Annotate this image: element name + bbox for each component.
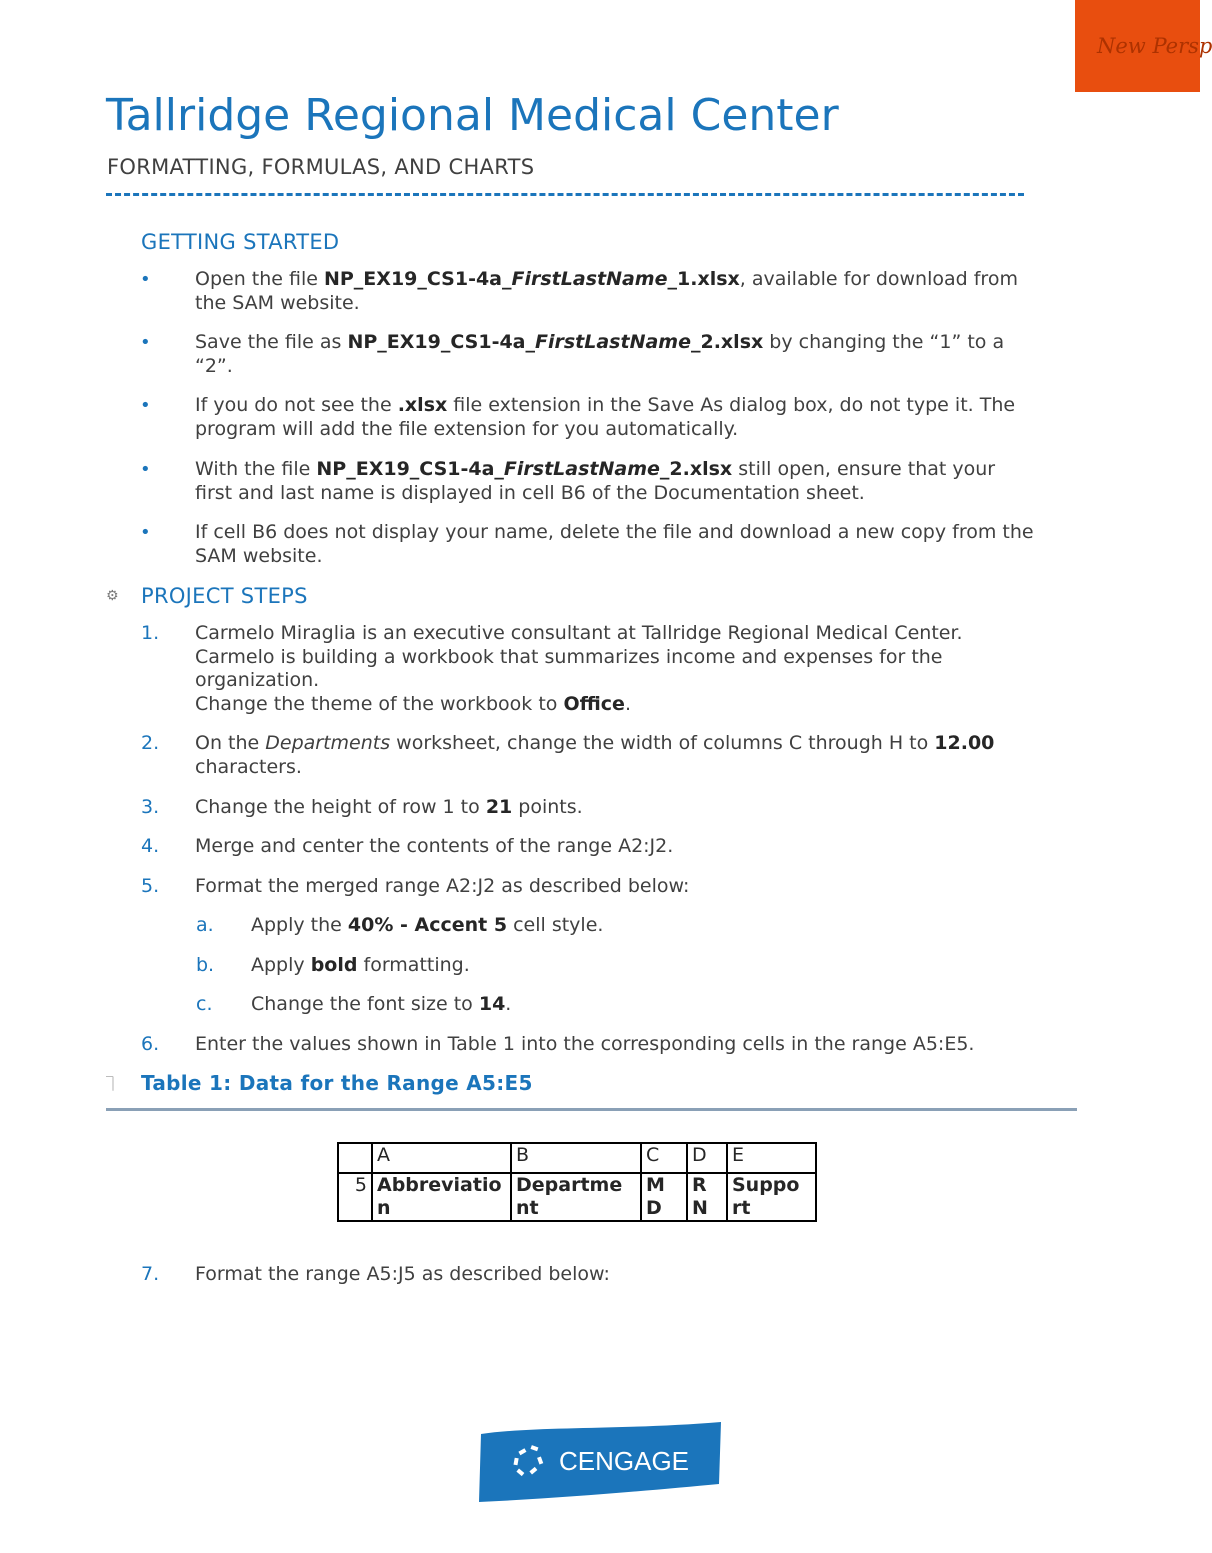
table-cell: Abbreviatio n [372,1173,511,1221]
step-7-text: Format the range A5:J5 as described below: [195,1263,610,1285]
project-steps-heading: PROJECT STEPS [141,584,308,608]
substep-letter: c. [196,993,213,1015]
cengage-logo-text: CENGAGE [559,1446,690,1476]
corner-tab [1075,0,1212,92]
table-marker-icon: ⏋ [106,1077,120,1093]
table-header-cell: D [687,1143,727,1173]
table-header-cell: C [641,1143,687,1173]
step-number: 1. [141,622,160,644]
step-number: 3. [141,796,160,818]
getting-started-item-4: With the file NP_EX19_CS1-4a_FirstLastName_2.xlsx still open, ensure that your first and last name is displayed in cell B6 of the Documentation sheet. [195,458,996,504]
table-heading-rule [106,1108,1077,1111]
section-marker-icon: ⚙ [106,588,119,604]
table-row [338,1173,816,1221]
table-1 [337,1142,817,1222]
step-1-text: Carmelo Miraglia is an executive consultant at Tallridge Regional Medical Center. Carmelo is building a workbook that summarizes income and expenses for the organization. Change the theme of the workbook to Office. [195,622,963,715]
step-5b-text: Apply bold formatting. [251,954,470,976]
table-cell: Suppo rt [727,1173,816,1221]
corner-tab-text: New Persp [1097,34,1212,58]
step-number: 4. [141,835,160,857]
bullet-icon: • [140,332,151,353]
bullet-icon: • [140,459,151,480]
getting-started-heading: GETTING STARTED [141,230,340,254]
table-1-heading: Table 1: Data for the Range A5:E5 [141,1071,533,1095]
bullet-icon: • [140,395,151,416]
step-2-text: On the Departments worksheet, change the width of columns C through H to 12.00 characters. [195,732,995,778]
step-3-text: Change the height of row 1 to 21 points. [195,796,583,818]
table-header-cell [338,1143,372,1173]
step-5a-text: Apply the 40% - Accent 5 cell style. [251,914,604,936]
getting-started-item-1: Open the file NP_EX19_CS1-4a_FirstLastName_1.xlsx, available for download from the SAM website. [195,268,1018,314]
table-cell: R N [687,1173,727,1221]
table-header-cell: B [511,1143,641,1173]
table-cell: Departme nt [511,1173,641,1221]
bullet-icon: • [140,269,151,290]
step-number: 7. [141,1263,160,1285]
cengage-logo [475,1420,725,1504]
getting-started-item-2: Save the file as NP_EX19_CS1-4a_FirstLastName_2.xlsx by changing the “1” to a “2”. [195,331,1005,377]
substep-letter: a. [196,914,214,936]
getting-started-item-3: If you do not see the .xlsx file extension in the Save As dialog box, do not type it. The program will add the file extension for you automatically. [195,394,1016,440]
table-cell: M D [641,1173,687,1221]
step-number: 5. [141,875,160,897]
table-header-cell: A [372,1143,511,1173]
page-title: Tallridge Regional Medical Center [106,90,839,141]
step-4-text: Merge and center the contents of the range A2:J2. [195,835,674,857]
getting-started-item-5: If cell B6 does not display your name, delete the file and download a new copy from the SAM website. [195,521,1034,567]
step-5c-text: Change the font size to 14. [251,993,512,1015]
step-number: 2. [141,732,160,754]
table-row-number: 5 [338,1173,372,1221]
step-6-text: Enter the values shown in Table 1 into the corresponding cells in the range A5:E5. [195,1033,975,1055]
step-number: 6. [141,1033,160,1055]
header-divider [106,193,1024,196]
table-header-cell: E [727,1143,816,1173]
step-5-text: Format the merged range A2:J2 as described below: [195,875,690,897]
bullet-icon: • [140,522,151,543]
substep-letter: b. [196,954,215,976]
page-subtitle: FORMATTING, FORMULAS, AND CHARTS [107,155,535,179]
table-header-row [338,1143,816,1173]
